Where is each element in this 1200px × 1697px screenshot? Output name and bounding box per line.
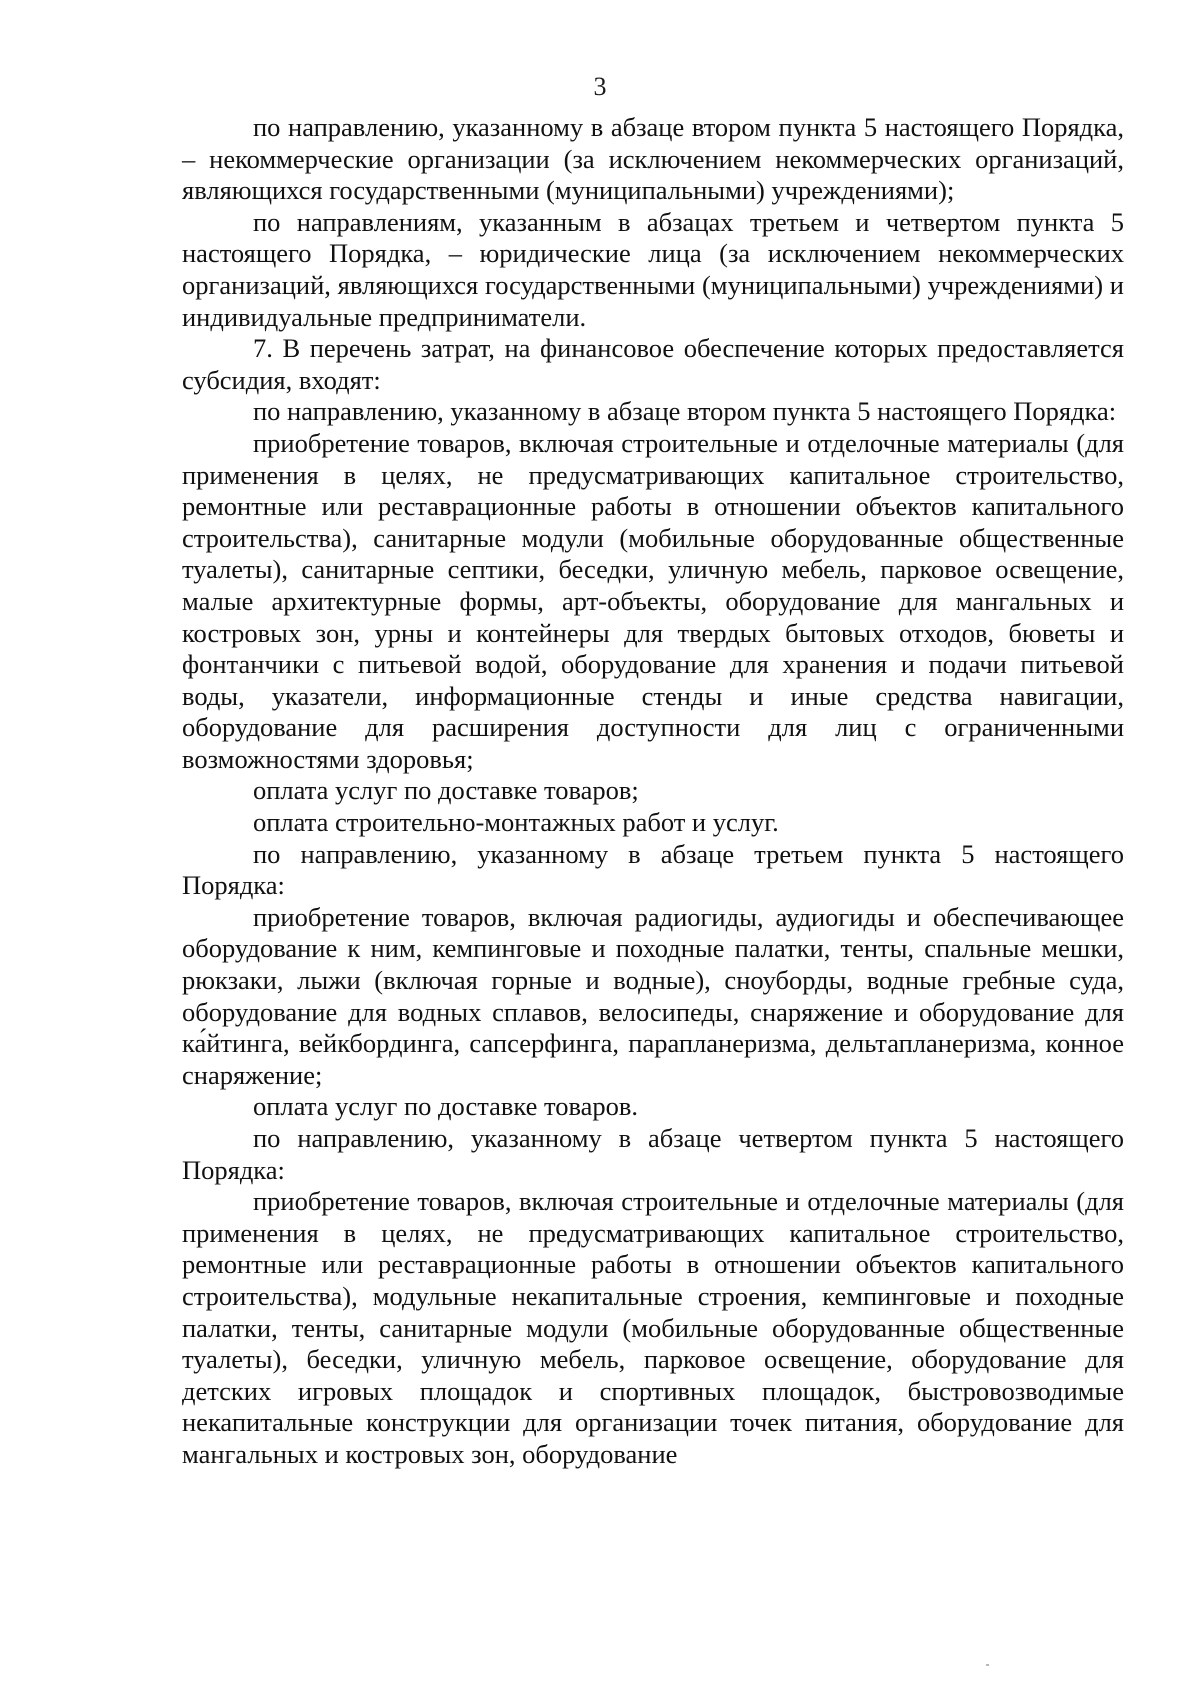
paragraph-direction-2-delivery: оплата услуг по доставке товаров; bbox=[253, 775, 639, 806]
paragraph-direction-3-heading: по направлению, указанному в абзаце третьем пункта 5 настоящего Порядка: bbox=[182, 838, 1124, 901]
paragraph-direction-3-goods: приобретение товаров, включая радиогиды, аудиогиды и обеспечивающее оборудование к ним, кемпинговые и походные палатки, тенты, спальные мешки, рюкзаки, лыжи (включая горные и водные), сноуборды, водные гребные суда, оборудование для водных сплавов, велосипеды, снаряжение и оборудование для ка́йтинга, вейкбординга, сапсерфинга, парапланеризма, дельтапланеризма, конное снаряжение; bbox=[182, 901, 1124, 1090]
paragraph-direction-3-delivery: оплата услуг по доставке товаров. bbox=[253, 1091, 639, 1122]
paragraph-direction-4-goods: приобретение товаров, включая строительные и отделочные материалы (для применения в целях, не предусматривающих капитальное строительство, ремонтные или реставрационные работы в отношении объектов капитального строительства), модульные некапитальные строения, кемпинговые и походные палатки, тенты, санитарные модули (мобильные оборудованные общественные туалеты), беседки, уличную мебель, парковое освещение, оборудование для детских игровых площадок и спортивных площадок, быстровозводимые некапитальные конструкции для организации точек питания, оборудование для мангальных и костровых зон, оборудование bbox=[182, 1186, 1124, 1469]
paragraph-direction-2-construction: оплата строительно-монтажных работ и услуг. bbox=[253, 807, 779, 838]
paragraph-directions-3-4-recipients: по направлениям, указанным в абзацах третьем и четвертом пункта 5 настоящего Порядка, – юридические лица (за исключением некоммерческих организаций, являющихся государственными (муниципальными) учреждениями) и индивидуальные предприниматели. bbox=[182, 206, 1124, 332]
document-body bbox=[182, 112, 1124, 1471]
page-number: 3 bbox=[593, 72, 607, 101]
paragraph-direction-2-heading: по направлению, указанному в абзаце втором пункта 5 настоящего Порядка: bbox=[253, 396, 1117, 427]
paragraph-item-7-intro: 7. В перечень затрат, на финансовое обеспечение которых предоставляется субсидия, входят: bbox=[182, 333, 1124, 395]
scan-artifact bbox=[986, 1664, 989, 1666]
paragraph-direction-4-heading: по направлению, указанному в абзаце четвертом пункта 5 настоящего Порядка: bbox=[182, 1123, 1124, 1185]
paragraph-direction-2-recipients: по направлению, указанному в абзаце втором пункта 5 настоящего Порядка, – некоммерческие организации (за исключением некоммерческих организаций, являющихся государственными (муниципальными) учреждениями); bbox=[182, 112, 1124, 206]
paragraph-direction-2-goods: приобретение товаров, включая строительные и отделочные материалы (для применения в целях, не предусматривающих капитальное строительство, ремонтные или реставрационные работы в отношении объектов капитального строительства), санитарные модули (мобильные оборудованные общественные туалеты), санитарные септики, беседки, уличную мебель, парковое освещение, малые архитектурные формы, арт-объекты, оборудование для мангальных и костровых зон, урны и контейнеры для твердых бытовых отходов, бюветы и фонтанчики с питьевой водой, оборудование для хранения и подачи питьевой воды, указатели, информационные стенды и иные средства навигации, оборудование для расширения доступности для лиц с ограниченными возможностями здоровья; bbox=[182, 427, 1124, 774]
